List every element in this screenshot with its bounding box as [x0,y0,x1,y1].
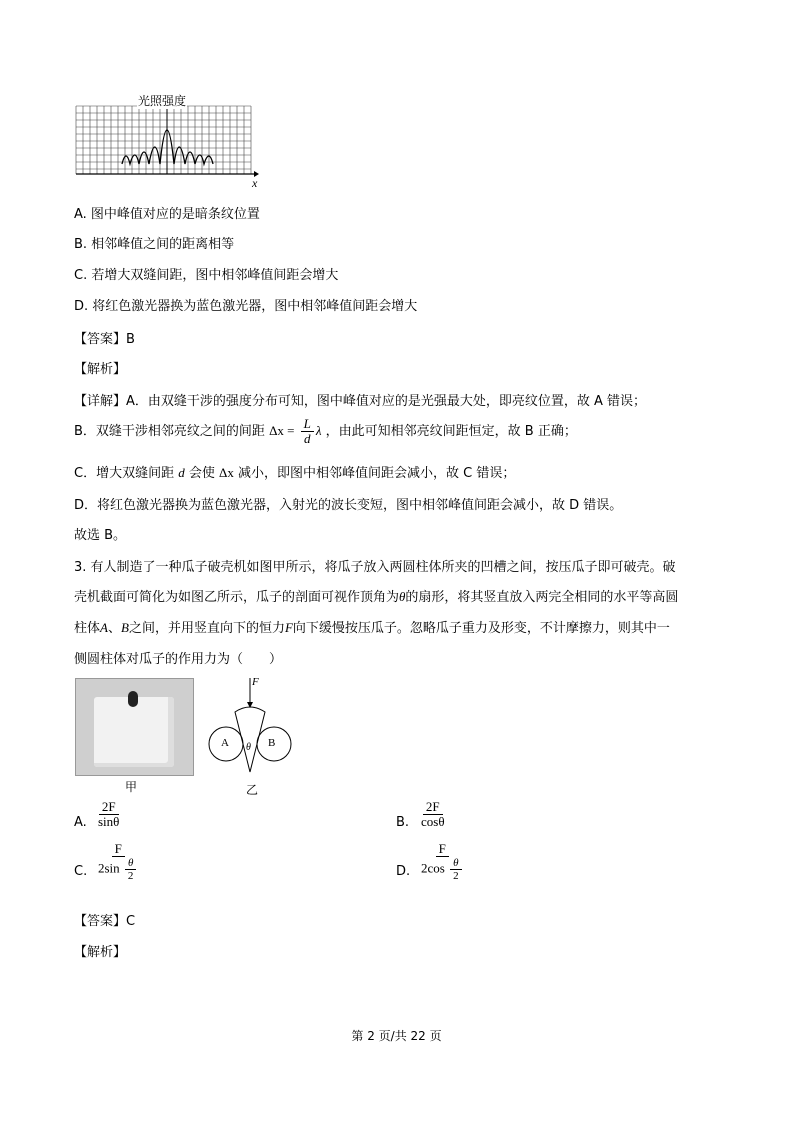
figure-theta-label: θ [246,742,251,753]
opt-c-den [95,857,141,882]
opt-b-den: cosθ [421,814,445,829]
figure-force-label: F [252,676,259,688]
analysis-title-q3: 【解析】 [74,945,127,960]
q3-line2 [74,586,678,605]
formula-denominator: d [304,431,311,446]
answer-q2: 【答案】B [74,332,135,347]
q3-line2-post: 的扇形，将其竖直放入两完全相同的水平等高圆 [405,590,679,605]
detail-c-var: d [178,465,185,480]
formula-fraction [301,417,314,446]
detail-b-post: ，由此可知相邻亮纹间距恒定，故 B 正确； [325,424,577,439]
figure-cylinder-b-label: B [268,737,276,749]
detail-a: 【详解】A．由双缝干涉的强度分布可知，图中峰值对应的是光强最大处，即亮纹位置，故 A 错误； [74,394,647,409]
page-footer: 第 2 页/共 22 页 [351,1029,442,1043]
q3-sep: 、 [107,621,121,636]
figure-jia-label: 甲 [125,780,138,794]
opt-a-den: sinθ [98,814,120,829]
q3-force: F [284,620,293,635]
machine-body [94,697,174,767]
q3-line2-pre: 壳机截面可简化为如图乙所示，瓜子的剖面可视作顶角为 [74,590,400,605]
detail-c-mid: 会使 [188,466,215,481]
seed-shape [128,691,138,707]
opt-b-label: B. [396,815,410,830]
formula-numerator: L [301,417,314,432]
option-d: D. 将红色激光器换为蓝色激光器，图中相邻峰值间距会增大 [74,299,418,314]
q3-cyl-a: A [100,620,108,635]
conclusion-q2: 故选 B。 [74,528,127,543]
q3-theta: θ [399,589,406,604]
figure-yi-diagram [205,672,295,782]
opt-d-formula [418,842,467,882]
opt-d-num: F [436,842,449,857]
graph-xlabel: x [252,176,258,190]
q3-line3-post: 向下缓慢按压瓜子。忽略瓜子重力及形变，不计摩擦力，则其中一 [292,621,670,636]
opt-d-label: D. [396,864,411,879]
option-b: B. 相邻峰值之间的距离相等 [74,237,235,252]
opt-d-den-text: 2cos [421,860,445,876]
graph-ylabel: 光照强度 [138,94,187,108]
detail-d: D．将红色激光器换为蓝色激光器，入射光的波长变短，图中相邻峰值间距会减小，故 D 错误。 [74,498,623,513]
detail-c [74,462,515,481]
figure-yi-label: 乙 [246,783,259,797]
opt-c-den-text: 2sin [98,860,120,876]
formula-lambda: λ [315,423,322,438]
q3-line3-pre: 柱体 [74,621,101,636]
opt-d-half [450,857,462,882]
detail-c-post: 减小，即图中相邻峰值间距会减小，故 C 错误； [238,466,516,481]
detail-c-dx: Δx [219,465,234,480]
detail-b-pre: B．双缝干涉相邻亮纹之间的间距 [74,424,265,439]
detail-b [74,417,577,446]
opt-d-half-den: 2 [453,870,459,882]
opt-d-den [418,857,467,882]
figure-jia-photo [75,678,194,776]
q3-line3 [74,617,670,636]
opt-a-label: A. [74,815,87,830]
opt-a-num: 2F [99,800,119,815]
opt-b-formula [418,800,448,829]
opt-c-half-num: θ [125,857,136,870]
opt-c-label: C. [74,864,88,879]
formula-dx-lhs: Δx = [269,423,295,438]
opt-c-half [125,857,137,882]
opt-b-num: 2F [423,800,443,815]
answer-q3: 【答案】C [74,914,136,929]
q3-line3-mid: 之间，并用竖直向下的恒力 [128,621,285,636]
opt-a-formula [95,800,122,829]
opt-d-half-num: θ [450,857,461,870]
option-a: A. 图中峰值对应的是暗条纹位置 [74,207,260,222]
q3-line4: 侧圆柱体对瓜子的作用力为（ ） [74,652,283,667]
opt-c-num: F [112,842,125,857]
opt-c-half-den: 2 [127,870,134,882]
detail-c-pre: C．增大双缝间距 [74,466,175,481]
opt-c-formula [95,842,141,882]
option-c: C. 若增大双缝间距，图中相邻峰值间距会增大 [74,268,339,283]
analysis-title-q2: 【解析】 [74,362,127,377]
q3-line1: 3. 有人制造了一种瓜子破壳机如图甲所示，将瓜子放入两圆柱体所夹的凹槽之间，按压瓜子即可破壳。破 [74,560,676,575]
figure-cylinder-a-label: A [221,737,229,749]
q3-cyl-b: B [120,620,129,635]
